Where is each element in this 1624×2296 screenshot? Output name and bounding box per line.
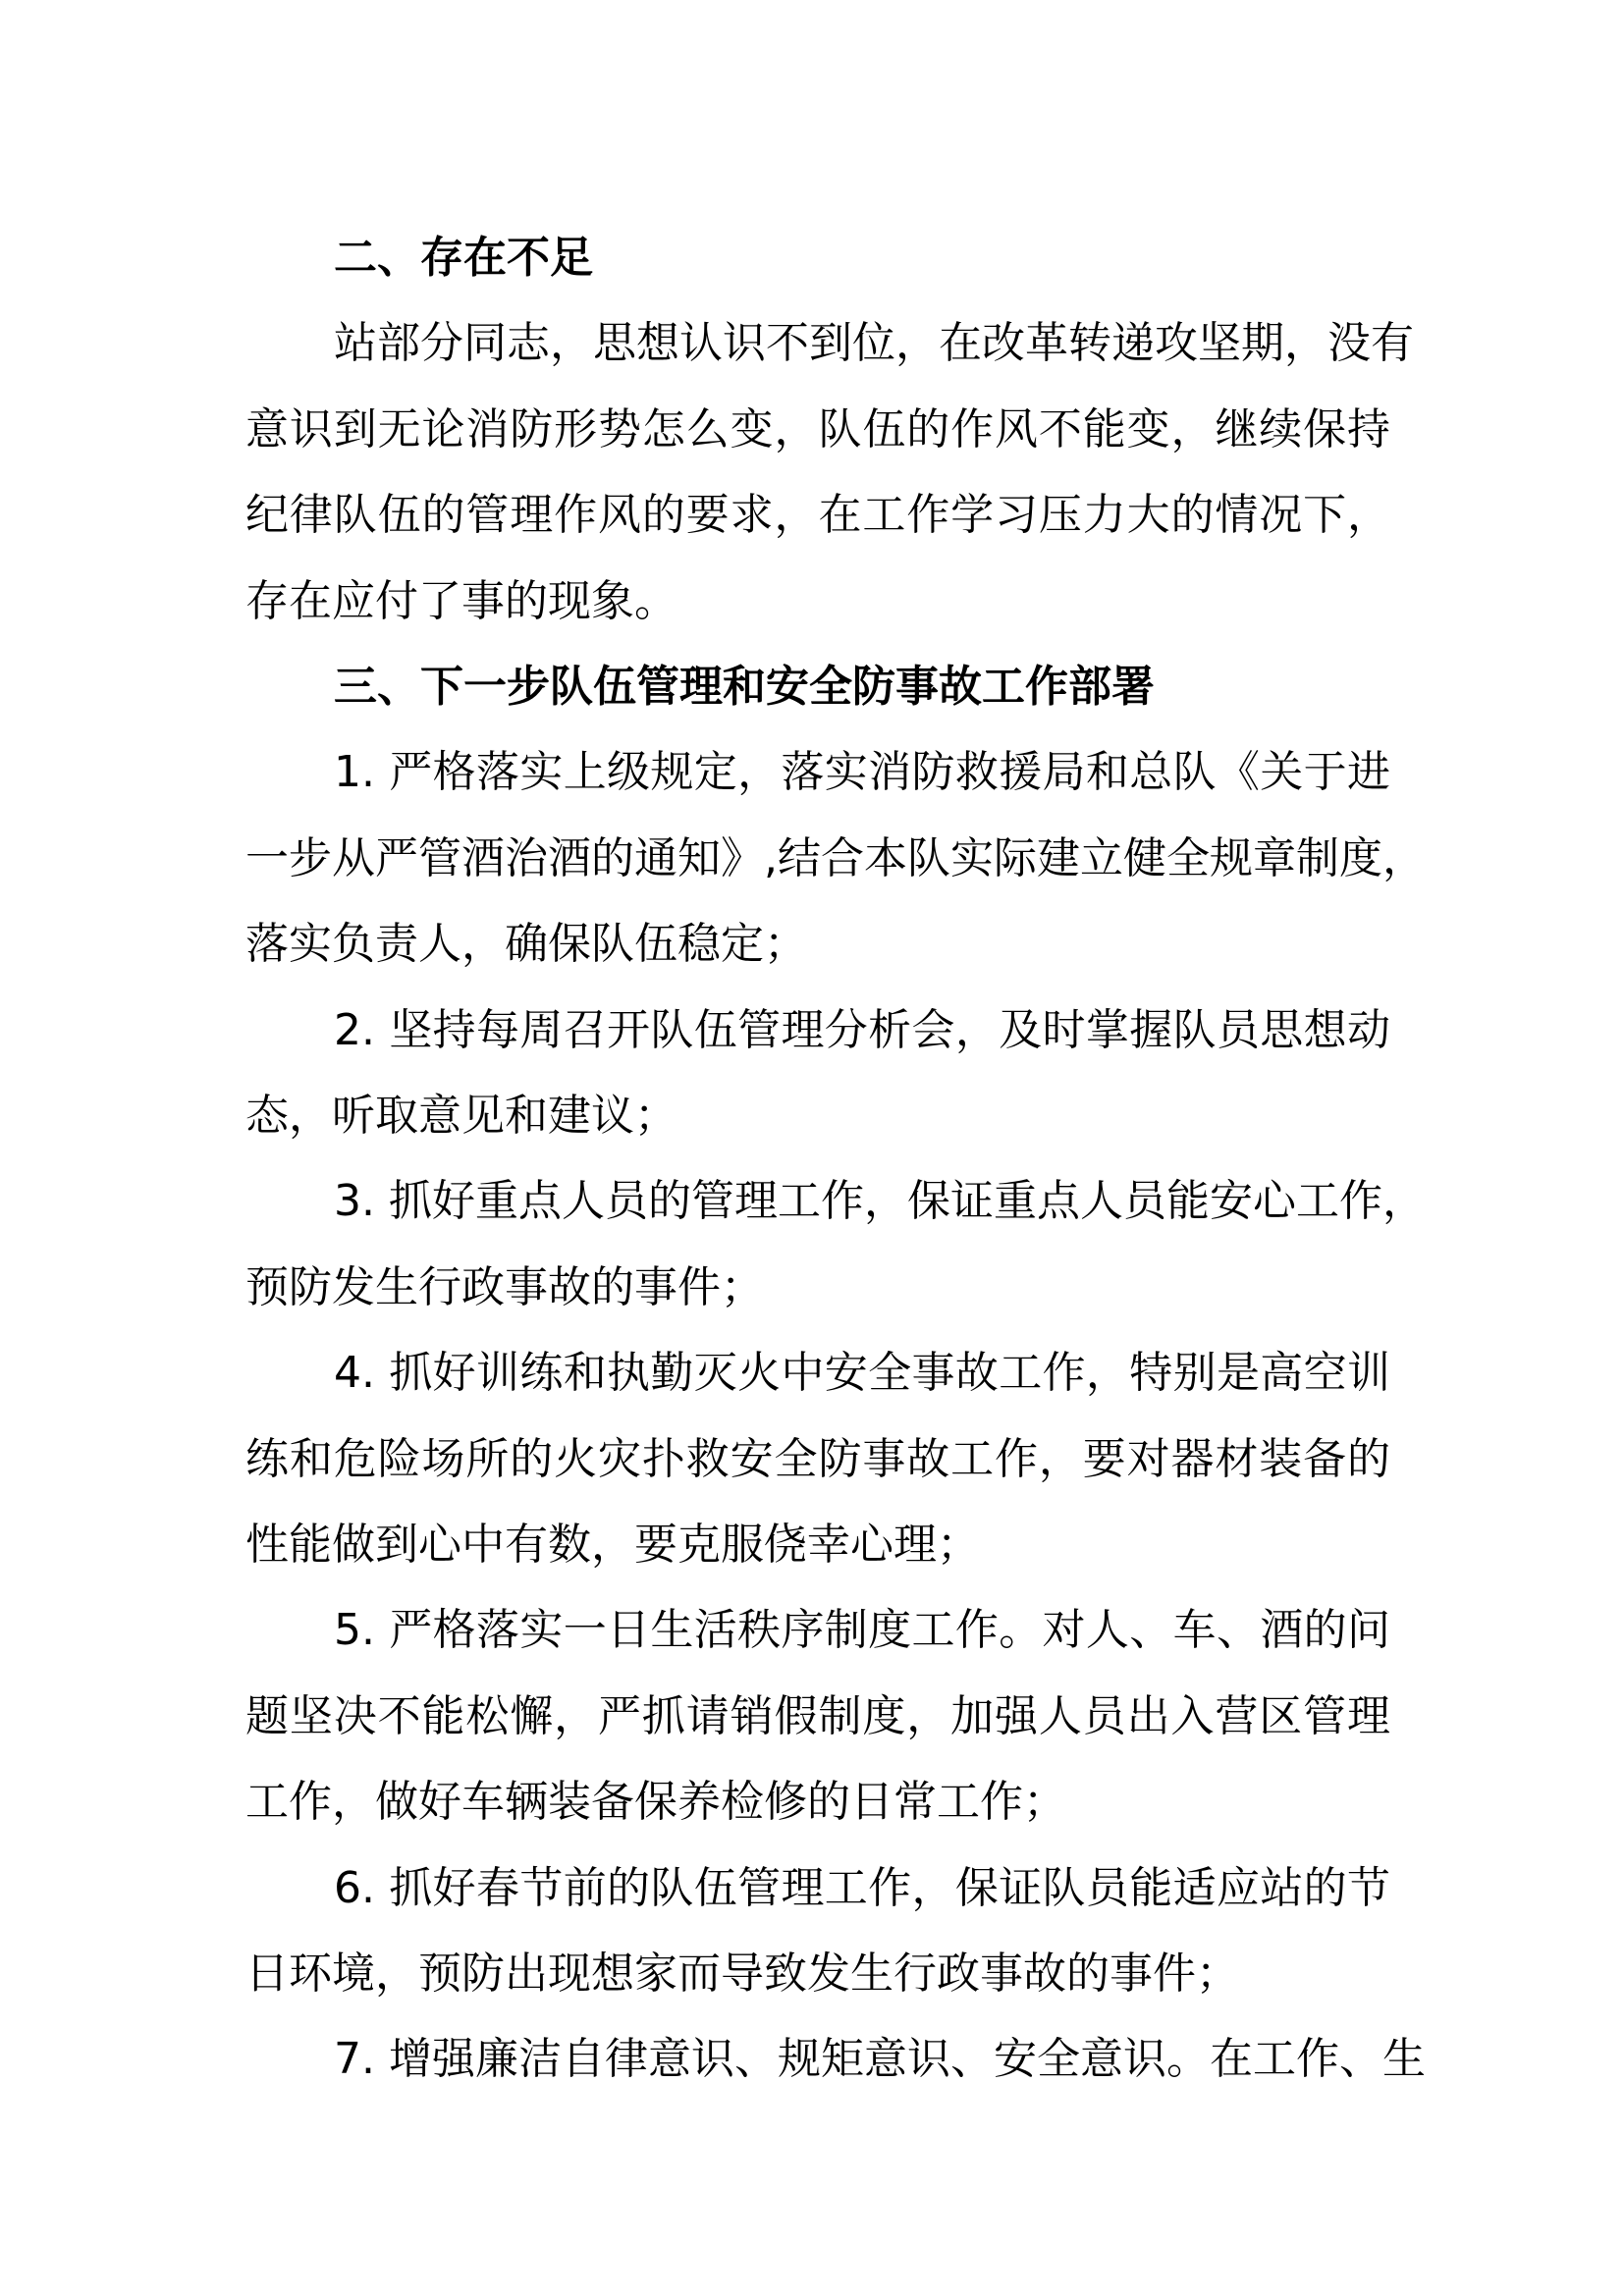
section-heading: 三、下一步队伍管理和安全防事故工作部署 — [334, 662, 1155, 712]
paragraph-line: 站部分同志，思想认识不到位，在改革转递攻坚期，没有 — [334, 318, 1414, 369]
paragraph-line: 3. 抓好重点人员的管理工作，保证重点人员能安心工作， — [334, 1176, 1426, 1227]
paragraph-line: 6. 抓好春节前的队伍管理工作，保证队员能适应站的节 — [334, 1862, 1390, 1913]
section-heading: 二、存在不足 — [334, 233, 593, 283]
paragraph-line: 性能做到心中有数，要克服侥幸心理； — [245, 1520, 980, 1570]
paragraph-line: 2. 坚持每周召开队伍管理分析会，及时掌握队员思想动 — [334, 1004, 1390, 1055]
paragraph-line: 1. 严格落实上级规定，落实消防救援局和总队《关于进 — [334, 747, 1390, 798]
paragraph-line: 日环境，预防出现想家而导致发生行政事故的事件； — [245, 1949, 1239, 1999]
paragraph-line: 4. 抓好训练和执勤灭火中安全事故工作，特别是高空训 — [334, 1348, 1390, 1399]
paragraph-line: 存在应付了事的现象。 — [245, 575, 677, 626]
paragraph-line: 态，听取意见和建议； — [245, 1091, 677, 1141]
paragraph-line: 题坚决不能松懈，严抓请销假制度，加强人员出入营区管理 — [245, 1690, 1390, 1741]
paragraph-line: 一步从严管酒治酒的通知》,结合本队实际建立健全规章制度， — [245, 832, 1426, 883]
paragraph-line: 纪律队伍的管理作风的要求，在工作学习压力大的情况下， — [245, 490, 1390, 541]
paragraph-line: 预防发生行政事故的事件； — [245, 1261, 764, 1312]
paragraph-line: 落实负责人，确保队伍稳定； — [245, 919, 807, 970]
paragraph-line: 练和危险场所的火灾扑救安全防事故工作，要对器材装备的 — [245, 1433, 1390, 1484]
paragraph-line: 5. 严格落实一日生活秩序制度工作。对人、车、酒的问 — [334, 1605, 1390, 1656]
paragraph-line: 7. 增强廉洁自律意识、规矩意识、安全意识。在工作、生 — [334, 2034, 1426, 2085]
paragraph-line: 意识到无论消防形势怎么变，队伍的作风不能变，继续保持 — [245, 403, 1390, 454]
paragraph-line: 工作，做好车辆装备保养检修的日常工作； — [245, 1777, 1066, 1828]
